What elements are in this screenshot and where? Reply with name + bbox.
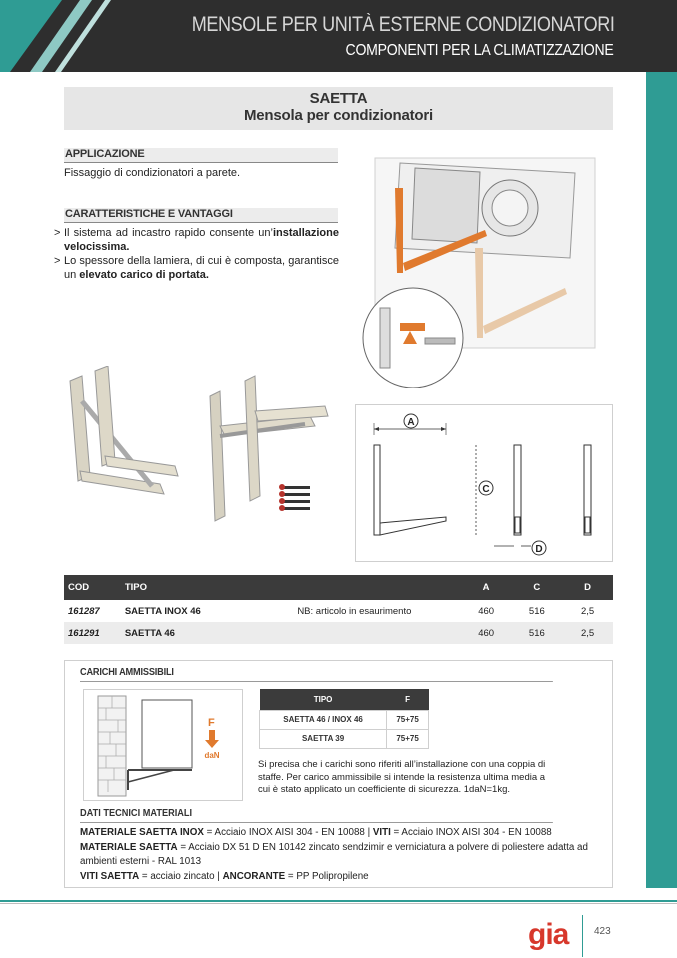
product-name: SAETTA (309, 90, 368, 107)
cell-note (293, 622, 460, 644)
table-row (260, 710, 429, 729)
cell-f: 75+75 (387, 729, 429, 748)
installation-illustration (355, 148, 613, 388)
page-number: 423 (594, 926, 611, 937)
material-value: = acciaio zincato | (139, 870, 223, 882)
footer-divider (0, 903, 677, 904)
cell-d: 2,5 (562, 600, 613, 622)
cell-tipo: SAETTA 46 (121, 622, 294, 644)
cell-tipo: SAETTA 46 / INOX 46 (260, 710, 387, 729)
materials-heading: DATI TECNICI MATERIALI (80, 808, 553, 823)
side-teal-bar (646, 72, 677, 888)
product-description: Mensola per condizionatori (244, 107, 433, 124)
col-note (293, 575, 460, 600)
material-label: ANCORANTE (222, 870, 286, 882)
col-cod: COD (64, 575, 121, 600)
loads-box (64, 660, 613, 888)
load-unit-label: daN (204, 751, 220, 760)
col-d: D (562, 575, 613, 600)
cell-a: 460 (461, 600, 512, 622)
col-tipo: TIPO (121, 575, 294, 600)
cell-a: 460 (461, 622, 512, 644)
application-heading: APPLICAZIONE (64, 148, 338, 163)
header-stripes (0, 0, 140, 72)
cell-tipo: SAETTA 39 (260, 729, 387, 748)
cell-tipo: SAETTA INOX 46 (121, 600, 294, 622)
application-text: Fissaggio di condizionatori a parete. (64, 167, 241, 179)
col-a: A (461, 575, 512, 600)
material-value: = Acciaio INOX AISI 304 - EN 10088 (390, 827, 552, 838)
materials-line-2 (80, 841, 605, 870)
material-label: VITI SAETTA (80, 870, 140, 882)
product-title-box (64, 87, 613, 130)
materials-line-1 (80, 826, 605, 841)
material-label: MATERIALE SAETTA INOX (80, 827, 204, 838)
table-header-row (64, 575, 613, 600)
cell-cod: 161287 (64, 600, 121, 622)
features-heading: CARATTERISTICHE E VANTAGGI (64, 208, 338, 223)
material-label: MATERIALE SAETTA (80, 841, 178, 853)
cell-cod: 161291 (64, 622, 121, 644)
table-row (64, 600, 613, 622)
cell-c: 516 (511, 622, 562, 644)
bullet-marker: > (54, 227, 61, 239)
col-f: F (387, 689, 429, 710)
loads-heading: CARICHI AMMISSIBILI (80, 667, 553, 682)
arrow-down-icon (205, 740, 219, 748)
dimension-diagram (355, 404, 613, 562)
loads-table (259, 689, 429, 749)
footer-teal-line (0, 900, 677, 902)
feature-text: Il sistema ad incastro rapido consente un’ (64, 227, 273, 239)
product-photo (60, 366, 330, 526)
material-value: = Acciaio DX 51 D EN 10142 zincato sendzimir e verniciatura a polvere di poliestere adatta ad ambienti esterni - RAL 1013 (80, 841, 588, 867)
brand-logo: gia (528, 918, 569, 951)
dim-label-c: C (482, 484, 490, 495)
load-figure (83, 689, 243, 801)
loads-note: Si precisa che i carichi sono riferiti all’installazione con una coppia di staffe. Per carico ammissibile si intende la resistenza ultima media a cui è stato applicato un coefficiente di sicurezza. 1daN=1kg. (258, 759, 546, 795)
material-value: = PP Polipropilene (285, 870, 369, 882)
feature-item-2 (54, 254, 339, 282)
cell-d: 2,5 (562, 622, 613, 644)
footer-separator (582, 915, 583, 957)
cell-f: 75+75 (387, 710, 429, 729)
feature-text-bold: installazione velocissima. (64, 227, 339, 253)
header-subtitle: COMPONENTI PER LA CLIMATIZZAZIONE (346, 42, 614, 59)
page-header (0, 0, 677, 72)
material-value: = Acciaio INOX AISI 304 - EN 10088 | (203, 827, 373, 838)
dim-label-d: D (535, 544, 543, 555)
table-row (260, 729, 429, 748)
materials-text (80, 826, 605, 884)
loads-table-header (260, 689, 429, 710)
col-tipo: TIPO (260, 689, 387, 710)
load-force-label: F (208, 717, 215, 729)
feature-item-1 (54, 226, 339, 254)
material-label: VITI (372, 827, 391, 838)
materials-line-3 (80, 870, 605, 885)
bullet-marker: > (54, 255, 61, 267)
dim-label-a: A (407, 417, 415, 428)
feature-text-bold: elevato carico di portata. (79, 269, 209, 281)
table-row (64, 622, 613, 644)
cell-c: 516 (511, 600, 562, 622)
feature-text: Lo spessore della lamiera, di cui è composta, garantisce un (64, 255, 339, 281)
header-title: MENSOLE PER UNITÀ ESTERNE CONDIZIONATORI (191, 13, 614, 36)
product-table (64, 575, 613, 644)
cell-note: NB: articolo in esaurimento (293, 600, 460, 622)
col-c: C (511, 575, 562, 600)
